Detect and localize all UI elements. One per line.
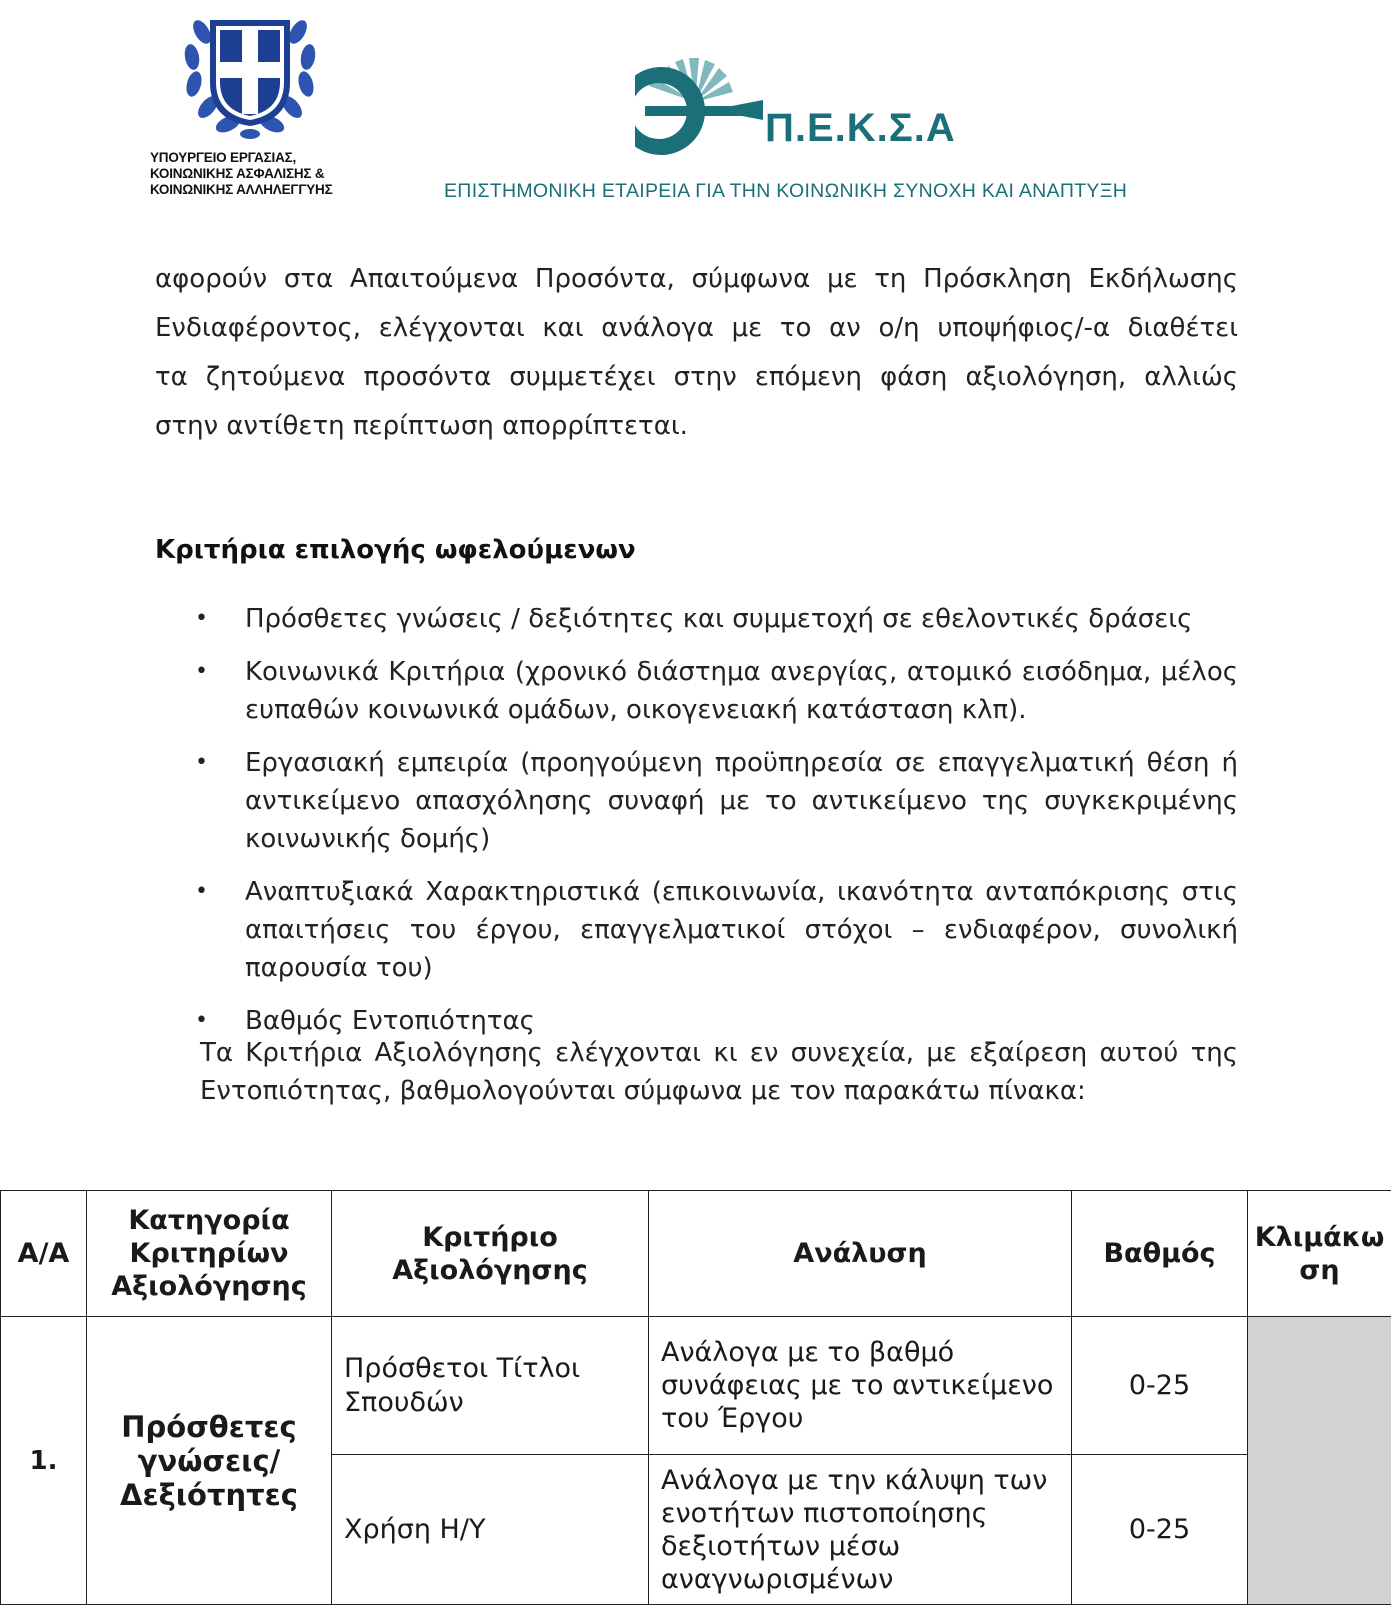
row-criterion: Χρήση Η/Υ	[332, 1455, 649, 1605]
org-title: Π.Ε.Κ.Σ.Α	[765, 106, 956, 151]
list-item	[195, 653, 1238, 729]
table-row	[1, 1317, 1391, 1455]
list-item	[195, 873, 1238, 987]
table-header-row	[1, 1191, 1391, 1317]
row-grade: 0-25	[1072, 1317, 1248, 1455]
list-item-text: Αναπτυξιακά Χαρακτηριστικά (επικοινωνία, ικανότητα ανταπόκρισης στις απαιτήσεις του έργου, επαγγελματικοί στόχοι – ενδιαφέρον, συνολική παρουσία του)	[245, 877, 1238, 983]
row-criterion: Πρόσθετοι Τίτλοι Σπουδών	[332, 1317, 649, 1455]
page-header	[0, 0, 1391, 215]
header-criterion: Κριτήριο Αξιολόγησης	[332, 1191, 649, 1317]
intro-line: στην αντίθετη περίπτωση απορρίπτεται.	[155, 402, 1238, 451]
header-analysis: Ανάλυση	[649, 1191, 1072, 1317]
header-scale: Κλιμάκωση	[1248, 1191, 1391, 1317]
list-item-text: Βαθμός Εντοπιότητας	[245, 1006, 535, 1036]
list-item	[195, 744, 1238, 858]
intro-line: Ενδιαφέροντος, ελέγχονται και ανάλογα με το αν ο/η υποψήφιος/-α διαθέτει	[155, 304, 1238, 353]
bullet-icon: •	[195, 744, 208, 782]
bullet-icon: •	[195, 1002, 208, 1040]
section-title: Κριτήρια επιλογής ωφελούμενων	[155, 535, 636, 565]
list-item-text: Κοινωνικά Κριτήρια (χρονικό διάστημα ανεργίας, ατομικό εισόδημα, μέλος ευπαθών κοινωνικά ομάδων, οικογενειακή κατάσταση κλπ).	[245, 657, 1238, 725]
ministry-name-line: ΚΟΙΝΩΝΙΚΗΣ ΑΛΛΗΛΕΓΓΥΗΣ	[150, 182, 360, 198]
row-category: Πρόσθετες γνώσεις/ Δεξιότητες	[87, 1317, 332, 1605]
header-grade: Βαθμός	[1072, 1191, 1248, 1317]
criteria-list	[195, 600, 1238, 1055]
ministry-name	[150, 150, 360, 198]
bullet-icon: •	[195, 873, 208, 911]
grading-table	[0, 1190, 1391, 1605]
row-grade: 0-25	[1072, 1455, 1248, 1605]
list-item-text: Εργασιακή εμπειρία (προηγούμενη προϋπηρεσία σε επαγγελματική θέση ή αντικείμενο απασχόλησης συναφή με το αντικείμενο της συγκεκριμένης κοινωνικής δομής)	[245, 748, 1238, 854]
org-logo	[440, 50, 1240, 210]
bullet-icon: •	[195, 653, 208, 691]
table-intro-text: Τα Κριτήρια Αξιολόγησης ελέγχονται κι εν συνεχεία, με εξαίρεση αυτού της Εντοπιότητας, βαθμολογούνται σύμφωνα με τον παρακάτω πίνακα:	[200, 1034, 1238, 1110]
intro-paragraph	[155, 255, 1238, 451]
row-number: 1.	[1, 1317, 87, 1605]
list-item-text: Πρόσθετες γνώσεις / δεξιότητες και συμμετοχή σε εθελοντικές δράσεις	[245, 604, 1192, 634]
org-subtitle: ΕΠΙΣΤΗΜΟΝΙΚΗ ΕΤΑΙΡΕΙΑ ΓΙΑ ΤΗΝ ΚΟΙΝΩΝΙΚΗ ΣΥΝΟΧΗ ΚΑΙ ΑΝΑΠΤΥΞΗ	[444, 180, 1127, 203]
row-scale	[1248, 1317, 1391, 1605]
greek-emblem-icon	[180, 2, 320, 142]
bullet-icon: •	[195, 600, 208, 638]
row-analysis: Ανάλογα με την κάλυψη των ενοτήτων πιστοποίησης δεξιοτήτων μέσω αναγνωρισμένων	[649, 1455, 1072, 1605]
ministry-logo	[150, 2, 360, 202]
intro-line: τα ζητούμενα προσόντα συμμετέχει στην επόμενη φάση αξιολόγηση, αλλιώς	[155, 353, 1238, 402]
header-aa: Α/Α	[1, 1191, 87, 1317]
list-item	[195, 600, 1238, 638]
ministry-name-line: ΚΟΙΝΩΝΙΚΗΣ ΑΣΦΑΛΙΣΗΣ &	[150, 166, 360, 182]
row-analysis: Ανάλογα με το βαθμό συνάφειας με το αντικείμενο του Έργου	[649, 1317, 1072, 1455]
header-category: Κατηγορία Κριτηρίων Αξιολόγησης	[87, 1191, 332, 1317]
intro-line: αφορούν στα Απαιτούμενα Προσόντα, σύμφωνα με τη Πρόσκληση Εκδήλωσης	[155, 255, 1238, 304]
ministry-name-line: ΥΠΟΥΡΓΕΙΟ ΕΡΓΑΣΙΑΣ,	[150, 150, 360, 166]
